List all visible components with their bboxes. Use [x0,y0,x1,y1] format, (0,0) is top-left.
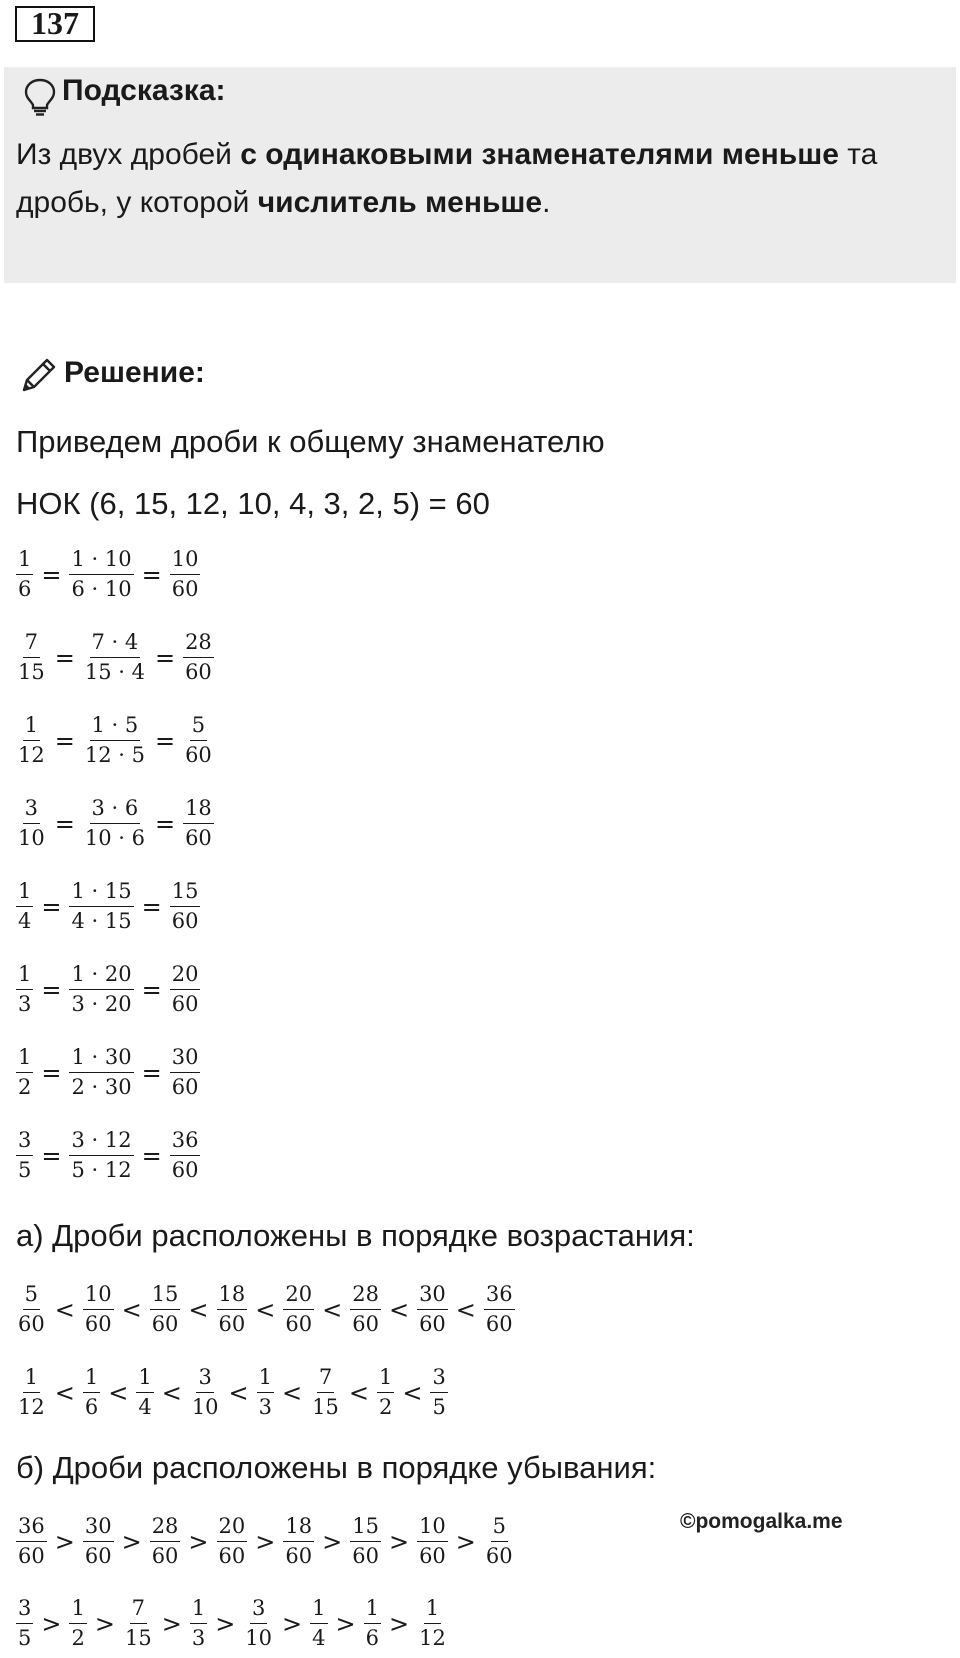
math-operator: < [322,1295,343,1324]
denominator: 60 [419,1544,446,1569]
math-operator: > [94,1609,115,1638]
fraction [415,1283,450,1336]
source-fraction [14,714,49,767]
numerator: 1 [69,1597,86,1624]
denominator: 2 [18,1075,32,1100]
numerator: 1 [257,1366,274,1393]
math-operator: = [41,892,62,921]
multiplied-fraction [67,548,135,601]
numerator: 1 [377,1366,394,1393]
math-operator: = [141,1141,162,1170]
fraction [348,1283,383,1336]
numerator: 7 · 4 [90,631,141,658]
denominator: 6 [18,577,32,602]
math-operator: = [141,1058,162,1087]
denominator: 60 [171,909,199,934]
denominator: 12 · 5 [84,743,145,768]
denominator: 60 [218,1544,246,1569]
denominator: 3 [258,1395,273,1420]
math-operator: < [388,1295,410,1324]
numerator: 1 [83,1366,100,1393]
numerator: 1 · 10 [69,548,133,575]
denominator: 60 [352,1312,379,1337]
part-b-label: б) Дроби расположены в порядке убывания: [16,1450,657,1485]
fraction [67,1597,88,1650]
numerator: 15 [150,1283,181,1310]
numerator: 30 [170,1046,201,1073]
denominator: 60 [84,1544,112,1569]
math-operator: > [41,1609,62,1638]
numerator: 30 [83,1515,114,1542]
denominator: 15 [124,1626,152,1651]
denominator: 5 · 12 [71,1158,132,1183]
math-operator: > [335,1609,356,1638]
denominator: 2 [378,1395,393,1420]
denominator: 60 [171,1075,199,1100]
denominator: 5 [18,1626,32,1651]
numerator: 18 [283,1515,314,1542]
denominator: 60 [171,1158,199,1183]
fraction [14,1597,35,1650]
numerator: 36 [16,1515,47,1542]
source-fraction [14,1046,35,1099]
math-operator: > [389,1609,410,1638]
math-operator: = [41,1058,62,1087]
numerator: 20 [217,1515,248,1542]
math-operator: = [41,975,62,1004]
math-operator: = [54,643,75,672]
math-operator: > [54,1527,75,1556]
numerator: 10 [417,1515,448,1542]
numerator: 36 [484,1283,515,1310]
denominator: 6 · 10 [71,577,132,602]
math-operator: = [141,892,162,921]
result-fraction [181,714,216,767]
math-operator: > [161,1609,182,1638]
fraction [281,1283,316,1336]
math-operator: = [41,1141,62,1170]
source-fraction [14,880,35,933]
fraction [348,1515,383,1568]
fraction [134,1366,155,1419]
denominator: 4 [312,1626,326,1651]
denominator: 4 · 15 [71,909,132,934]
fraction [148,1515,183,1568]
math-operator: = [154,726,176,755]
math-operator: > [121,1527,142,1556]
math-operator: = [141,560,162,589]
multiplied-fraction [67,1129,135,1182]
fraction [148,1283,183,1336]
numerator: 1 [190,1597,207,1624]
math-operator: < [348,1378,369,1407]
numerator: 1 [424,1597,441,1624]
ordered-fractions-row [14,1597,450,1650]
numerator: 1 · 30 [69,1046,133,1073]
result-fraction [168,548,203,601]
multiplied-fraction [67,963,135,1016]
fraction [14,1366,49,1419]
numerator: 3 [16,1129,33,1156]
fraction [255,1366,276,1419]
result-fraction [168,1046,203,1099]
math-operator: < [282,1378,303,1407]
source-fraction [14,797,49,850]
numerator: 3 [196,1366,213,1393]
hint-title: Подсказка: [62,74,226,107]
denominator: 12 [419,1626,446,1651]
ordered-fractions-row [14,1283,517,1336]
math-operator: < [402,1378,423,1407]
denominator: 15 · 4 [84,660,145,685]
math-operator: = [154,643,176,672]
math-operator: > [282,1609,303,1638]
fraction [415,1597,450,1650]
denominator: 60 [151,1544,179,1569]
numerator: 36 [170,1129,201,1156]
numerator: 28 [183,631,214,658]
numerator: 20 [283,1283,314,1310]
fraction [362,1597,383,1650]
fraction [14,1283,49,1336]
lcm-line: НОК (6, 15, 12, 10, 4, 3, 2, 5) = 60 [16,486,490,521]
numerator: 1 · 15 [69,880,133,907]
numerator: 15 [350,1515,381,1542]
math-operator: = [54,726,75,755]
fraction [428,1366,449,1419]
fraction [188,1366,223,1419]
denominator: 60 [485,1544,513,1569]
multiplied-fraction [67,1046,135,1099]
denominator: 60 [185,660,212,685]
denominator: 10 [18,826,45,851]
denominator: 2 · 30 [71,1075,132,1100]
denominator: 6 [365,1626,379,1651]
math-operator: < [228,1378,249,1407]
task-number-box: 137 [15,6,95,42]
denominator: 12 [18,743,45,768]
conversion-row [14,1046,202,1099]
denominator: 10 [245,1626,273,1651]
conversion-row [14,631,216,684]
numerator: 1 [16,963,33,990]
denominator: 60 [171,992,199,1017]
denominator: 60 [419,1312,446,1337]
source-fraction [14,963,35,1016]
math-operator: < [121,1295,142,1324]
fraction [121,1597,156,1650]
denominator: 60 [18,1312,45,1337]
math-operator: > [322,1527,343,1556]
fraction [308,1366,343,1419]
numerator: 1 [364,1597,381,1624]
denominator: 60 [485,1312,513,1337]
numerator: 1 [310,1597,327,1624]
math-operator: > [455,1527,476,1556]
denominator: 60 [171,577,199,602]
multiplied-fraction [67,880,135,933]
math-operator: = [141,975,162,1004]
math-operator: > [215,1609,236,1638]
fraction [215,1283,250,1336]
multiplied-fraction [81,631,149,684]
numerator: 7 [130,1597,147,1624]
fraction [188,1597,209,1650]
numerator: 5 [23,1283,40,1310]
fraction [14,1515,49,1568]
numerator: 28 [150,1515,181,1542]
denominator: 60 [285,1312,313,1337]
math-operator: > [255,1527,276,1556]
result-fraction [181,631,216,684]
math-operator: = [54,809,75,838]
numerator: 18 [183,797,214,824]
hint-text-line-1: Из двух дробей с одинаковыми знаменателями меньше та [16,138,878,171]
math-operator: < [54,1378,75,1407]
multiplied-fraction [81,797,149,850]
denominator: 60 [352,1544,379,1569]
denominator: 60 [185,826,212,851]
math-operator: < [161,1378,182,1407]
numerator: 5 [190,714,207,741]
math-operator: = [154,809,176,838]
numerator: 10 [83,1283,114,1310]
conversion-row [14,714,216,767]
denominator: 60 [18,1544,45,1569]
conversion-row [14,880,202,933]
numerator: 7 [317,1366,334,1393]
conversion-row [14,797,216,850]
conversion-row [14,963,202,1016]
denominator: 60 [285,1544,313,1569]
fraction [81,1283,116,1336]
result-fraction [168,880,203,933]
fraction [81,1515,116,1568]
source-fraction [14,548,35,601]
fraction [415,1515,450,1568]
ordered-fractions-row [14,1515,517,1568]
result-fraction [181,797,216,850]
math-operator: > [188,1527,209,1556]
fraction [215,1515,250,1568]
fraction [482,1283,517,1336]
denominator: 3 · 20 [71,992,132,1017]
denominator: 5 [432,1395,446,1420]
result-fraction [168,1129,203,1182]
math-operator: < [455,1295,476,1324]
denominator: 60 [218,1312,246,1337]
solution-intro: Приведем дроби к общему знаменателю [16,424,605,459]
fraction [241,1597,276,1650]
ordered-fractions-row [14,1366,450,1419]
math-operator: = [41,560,62,589]
numerator: 3 [250,1597,267,1624]
math-operator: < [54,1295,75,1324]
fraction [482,1515,517,1568]
numerator: 1 [23,714,40,741]
multiplied-fraction [81,714,149,767]
numerator: 1 [16,548,33,575]
numerator: 3 [430,1366,447,1393]
numerator: 1 · 20 [69,963,133,990]
denominator: 6 [84,1395,99,1420]
numerator: 1 [16,1046,33,1073]
numerator: 1 · 5 [90,714,141,741]
denominator: 60 [84,1312,112,1337]
numerator: 3 · 6 [90,797,141,824]
math-operator: < [108,1378,129,1407]
numerator: 18 [217,1283,248,1310]
denominator: 4 [138,1395,152,1420]
numerator: 30 [417,1283,448,1310]
denominator: 4 [18,909,32,934]
denominator: 2 [71,1626,85,1651]
numerator: 3 [23,797,40,824]
numerator: 3 · 12 [69,1129,133,1156]
denominator: 12 [18,1395,45,1420]
numerator: 28 [350,1283,381,1310]
hint-text-line-2: дробь, у которой числитель меньше. [16,186,551,219]
denominator: 5 [18,1158,32,1183]
solution-title: Решение: [64,356,205,389]
numerator: 10 [170,548,201,575]
math-operator: < [255,1295,276,1324]
source-fraction [14,1129,35,1182]
fraction [81,1366,102,1419]
numerator: 15 [170,880,201,907]
conversion-row [14,548,202,601]
numerator: 20 [170,963,201,990]
result-fraction [168,963,203,1016]
source-fraction [14,631,49,684]
numerator: 1 [16,880,33,907]
numerator: 1 [136,1366,153,1393]
numerator: 7 [23,631,40,658]
denominator: 3 [18,992,32,1017]
fraction [308,1597,329,1650]
lightbulb-icon [22,77,58,117]
denominator: 3 [191,1626,206,1651]
denominator: 60 [151,1312,179,1337]
numerator: 5 [491,1515,508,1542]
numerator: 3 [16,1597,33,1624]
denominator: 15 [312,1395,339,1420]
part-a-label: а) Дроби расположены в порядке возрастания: [16,1218,695,1253]
denominator: 15 [18,660,45,685]
conversion-row [14,1129,202,1182]
denominator: 60 [185,743,212,768]
math-operator: > [388,1527,410,1556]
denominator: 10 [191,1395,219,1420]
math-operator: < [188,1295,209,1324]
fraction [281,1515,316,1568]
denominator: 10 · 6 [84,826,145,851]
watermark: ©pomogalka.me [680,1510,843,1533]
numerator: 1 [23,1366,40,1393]
fraction [375,1366,396,1419]
pencil-icon [18,356,58,396]
